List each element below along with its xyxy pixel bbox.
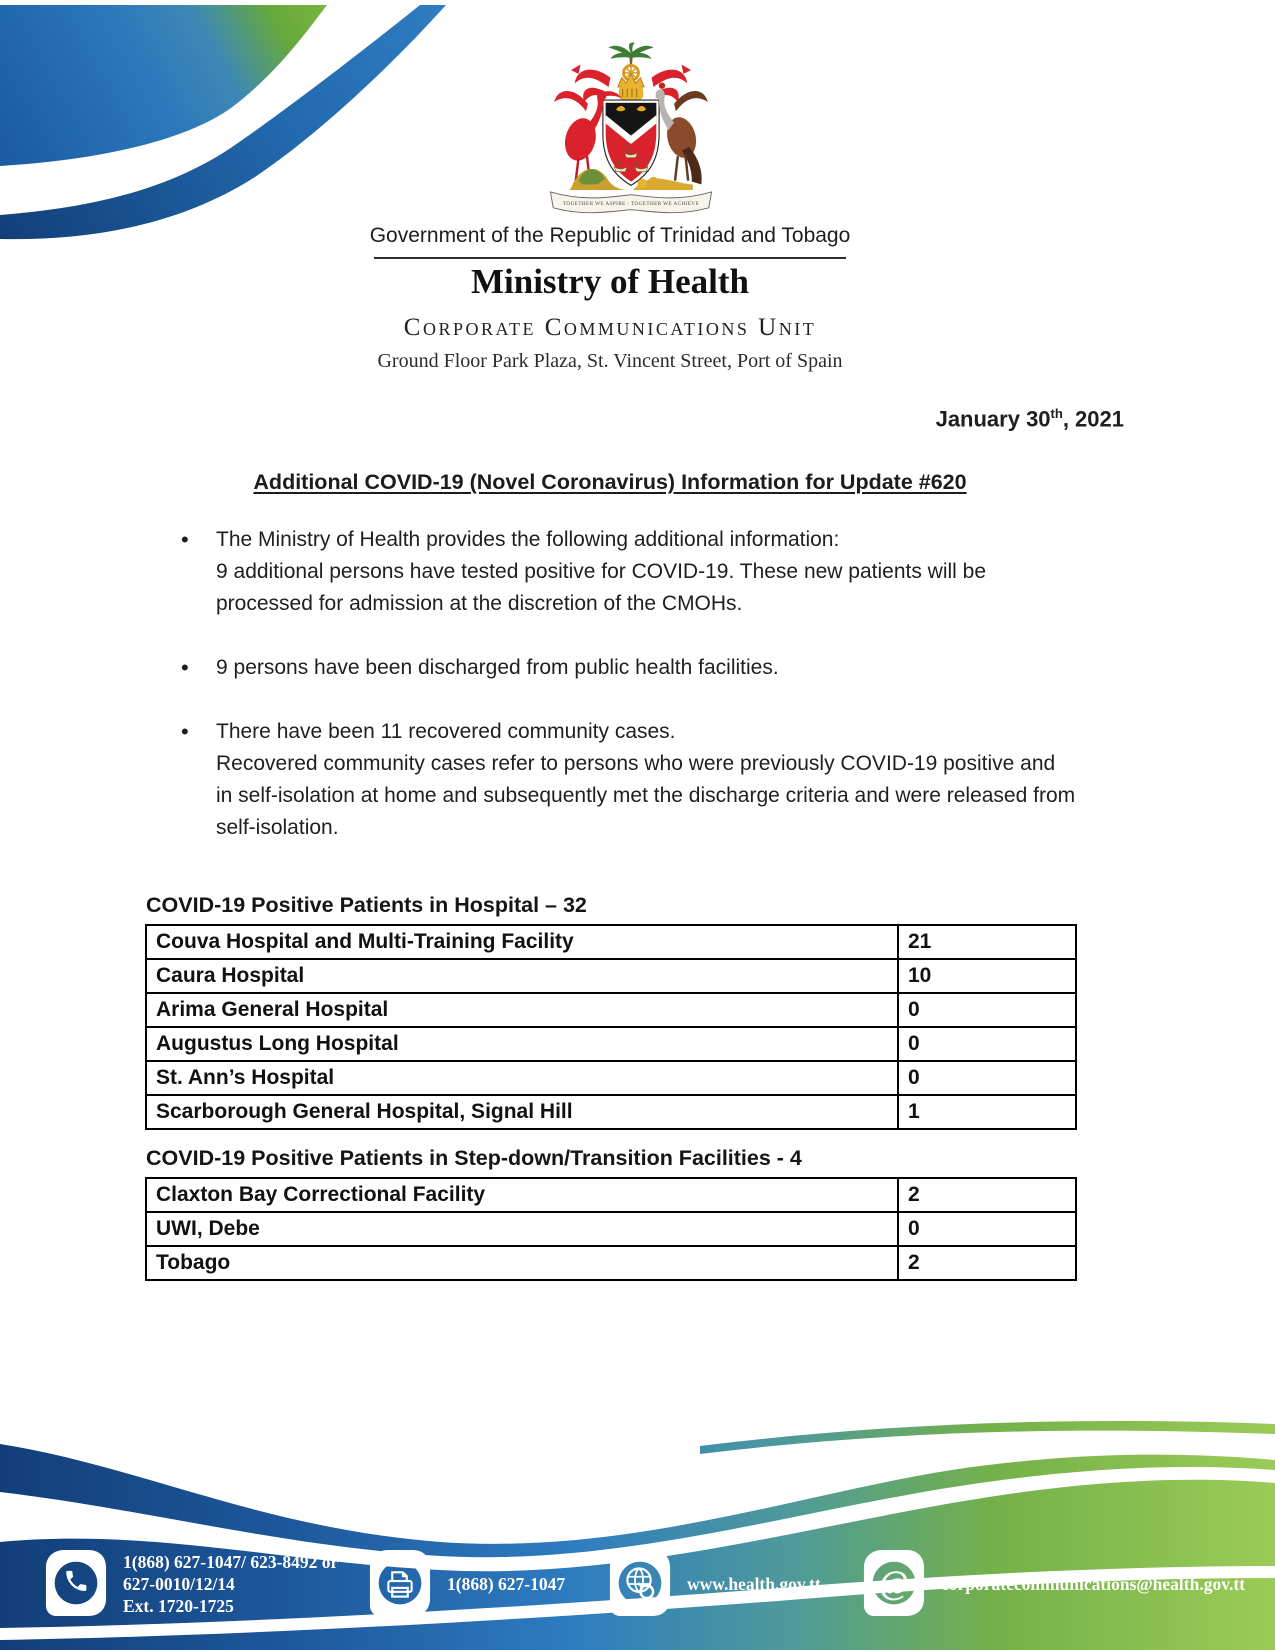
- motto-text: TOGETHER WE ASPIRE · TOGETHER WE ACHIEVE: [562, 201, 700, 208]
- cocrico-bird: [656, 82, 708, 184]
- svg-text:@: @: [879, 1564, 909, 1602]
- fax-icon: [368, 1548, 432, 1620]
- table-row: [146, 1095, 1076, 1129]
- globe-icon: [608, 1548, 672, 1620]
- table-row: [146, 1246, 1076, 1280]
- crown-helm: [618, 74, 644, 100]
- count-cell: 10: [898, 959, 1076, 993]
- count-cell: 0: [898, 1027, 1076, 1061]
- bullet-list: [180, 524, 1077, 876]
- count-cell: 2: [898, 1178, 1076, 1212]
- count-cell: 0: [898, 993, 1076, 1027]
- address-line: Ground Floor Park Plaza, St. Vincent Street, Port of Spain: [377, 350, 843, 372]
- bullet-item: [180, 652, 1077, 684]
- facility-cell: Augustus Long Hospital: [146, 1027, 898, 1061]
- facility-cell: Tobago: [146, 1246, 898, 1280]
- email-icon: [862, 1548, 926, 1620]
- unit-title: Corporate Communications Unit: [403, 314, 817, 341]
- email-text: corporatecommunications@health.gov.tt: [941, 1574, 1246, 1594]
- bullet-item: [180, 524, 1077, 620]
- government-line: Government of the Republic of Trinidad and Tobago: [369, 224, 851, 247]
- facility-cell: Scarborough General Hospital, Signal Hill: [146, 1095, 898, 1129]
- coat-of-arms: [535, 42, 727, 220]
- date-tail: , 2021: [1062, 406, 1124, 432]
- phone-text: 1(868) 627-1047/ 623-8492 or 627-0010/12/14 Ext. 1720-1725: [123, 1552, 339, 1616]
- bullet-text: 9 additional persons have tested positive for COVID-19. These new patients will be processed for admission at the discretion of the CMOHs.: [216, 560, 987, 615]
- table-row: [146, 925, 1076, 959]
- hospital-table: [145, 924, 1077, 1130]
- contact-email: [862, 1548, 1245, 1620]
- count-cell: 0: [898, 1212, 1076, 1246]
- table-row: [146, 1061, 1076, 1095]
- facility-cell: Claxton Bay Correctional Facility: [146, 1178, 898, 1212]
- facility-cell: UWI, Debe: [146, 1212, 898, 1246]
- table-row: [146, 1027, 1076, 1061]
- count-cell: 21: [898, 925, 1076, 959]
- hospital-table-heading: COVID-19 Positive Patients in Hospital – 32: [146, 893, 587, 917]
- table-row: [146, 1212, 1076, 1246]
- count-cell: 0: [898, 1061, 1076, 1095]
- bullet-item: [180, 716, 1077, 844]
- table-row: [146, 959, 1076, 993]
- stepdown-table-heading: COVID-19 Positive Patients in Step-down/Transition Facilities - 4: [146, 1146, 802, 1170]
- facility-cell: Couva Hospital and Multi-Training Facility: [146, 925, 898, 959]
- facility-cell: St. Ann’s Hospital: [146, 1061, 898, 1095]
- contact-phone: [44, 1548, 338, 1620]
- header-divider: [374, 257, 846, 259]
- facility-cell: Caura Hospital: [146, 959, 898, 993]
- palm-crest: [609, 43, 654, 67]
- contact-fax: [368, 1548, 565, 1620]
- hospital-section: [145, 893, 1079, 1130]
- website-text: www.health.gov.tt: [687, 1574, 821, 1594]
- fax-text: 1(868) 627-1047: [447, 1574, 566, 1594]
- count-cell: 2: [898, 1246, 1076, 1280]
- document-title: Additional COVID-19 (Novel Coronavirus) Information for Update #620: [253, 470, 967, 494]
- motto-banner: [550, 192, 711, 213]
- shield: [603, 100, 659, 185]
- phone-icon: [44, 1548, 108, 1620]
- ministry-title: Ministry of Health: [470, 262, 750, 301]
- bullet-text: • There have been 11 recovered community cases.: [216, 720, 676, 743]
- count-cell: 1: [898, 1095, 1076, 1129]
- bullet-text: Recovered community cases refer to persons who were previously COVID-19 positive and in self-isolation at home and subsequently met the discharge criteria and were released from self-isolation.: [216, 752, 1076, 839]
- facility-cell: Arima General Hospital: [146, 993, 898, 1027]
- document-date: [145, 406, 1124, 432]
- table-row: [146, 1178, 1076, 1212]
- stepdown-table: [145, 1177, 1077, 1281]
- bullet-text: • The Ministry of Health provides the following additional information:: [216, 528, 840, 551]
- letterhead: [145, 224, 1075, 373]
- footer: [0, 1370, 1275, 1650]
- stepdown-section: [145, 1146, 1079, 1281]
- bullet-text: • 9 persons have been discharged from public health facilities.: [216, 656, 779, 679]
- date-main: January 30: [935, 406, 1051, 432]
- top-wave-graphic: [0, 0, 480, 260]
- contact-website: [608, 1548, 821, 1620]
- table-row: [146, 993, 1076, 1027]
- date-ordinal: th: [1050, 406, 1063, 421]
